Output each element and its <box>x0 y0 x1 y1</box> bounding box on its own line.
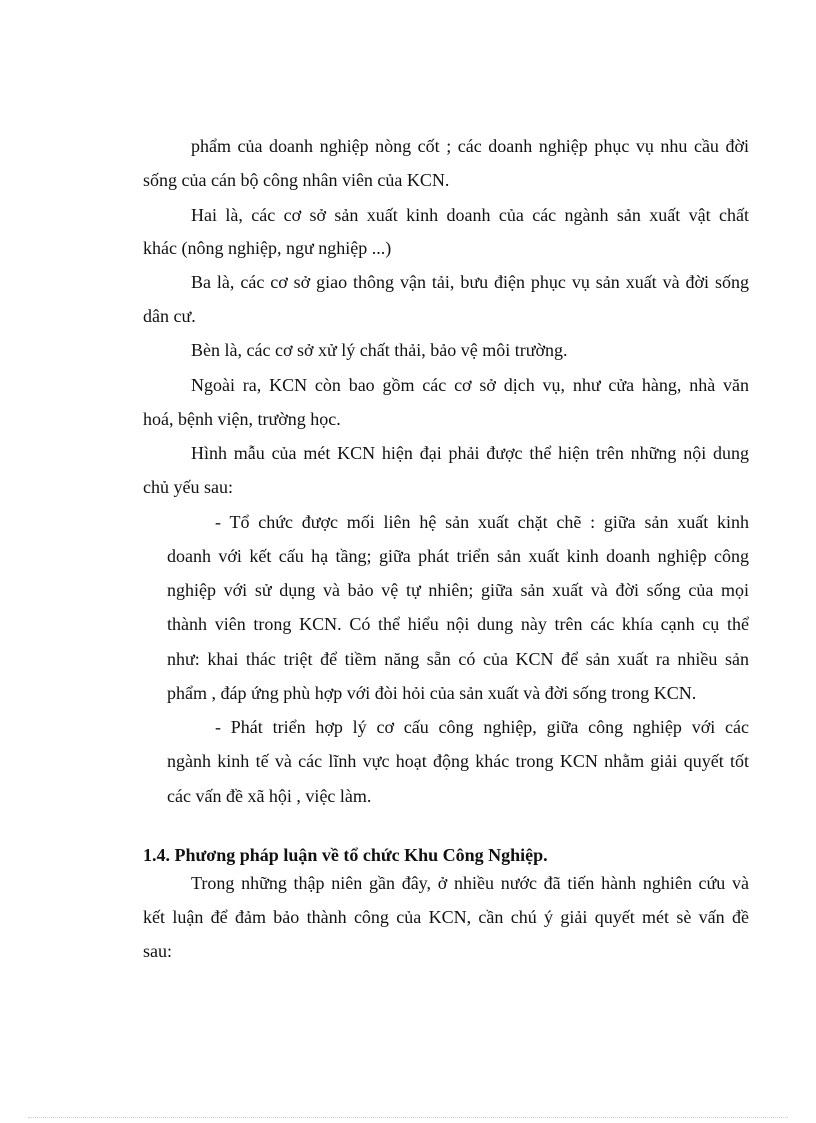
text-line: dân cư. <box>143 306 196 326</box>
text-line: Trong những thập niên gần đây, ở nhiều nước đã tiến hành nghiên cứu và <box>191 873 749 893</box>
text-line: phẩm của doanh nghiệp nòng cốt ; các doanh nghiệp phục vụ nhu cầu đời <box>191 136 749 156</box>
text-line: doanh với kết cấu hạ tầng; giữa phát triển sản xuất kinh doanh nghiệp công <box>167 546 749 566</box>
text-line: Bèn là, các cơ sở xử lý chất thải, bảo vệ môi trường. <box>191 340 568 360</box>
text-line: các vấn đề xã hội , việc làm. <box>167 786 372 806</box>
text-line: Hai là, các cơ sở sản xuất kinh doanh của các ngành sản xuất vật chất <box>191 205 749 225</box>
text-line: Ba là, các cơ sở giao thông vận tải, bưu điện phục vụ sản xuất và đời sống <box>191 272 749 292</box>
bullet-line: - Phát triển hợp lý cơ cấu công nghiệp, giữa công nghiệp với các <box>215 717 749 737</box>
page-bottom-divider <box>28 1117 788 1118</box>
text-line: như: khai thác triệt để tiềm năng sẵn có của KCN để sản xuất ra nhiều sản <box>167 649 749 669</box>
text-line: sống của cán bộ công nhân viên của KCN. <box>143 170 450 190</box>
text-line: chủ yếu sau: <box>143 477 233 497</box>
text-line: Hình mẫu của mét KCN hiện đại phải được thể hiện trên những nội dung <box>191 443 749 463</box>
section-heading: 1.4. Phương pháp luận về tổ chức Khu Công Nghiệp. <box>143 845 548 865</box>
bullet-line: - Tổ chức được mối liên hệ sản xuất chặt chẽ : giữa sản xuất kinh <box>215 512 749 532</box>
text-line: ngành kinh tế và các lĩnh vực hoạt động khác trong KCN nhằm giải quyết tốt <box>167 751 749 771</box>
text-line: sau: <box>143 941 172 961</box>
text-line: kết luận để đảm bảo thành công của KCN, cần chú ý giải quyết mét sè vấn đề <box>143 907 749 927</box>
text-line: Ngoài ra, KCN còn bao gồm các cơ sở dịch vụ, như cửa hàng, nhà văn <box>191 375 749 395</box>
text-line: phẩm , đáp ứng phù hợp với đòi hỏi của sản xuất và đời sống trong KCN. <box>167 683 697 703</box>
text-line: thành viên trong KCN. Có thể hiểu nội dung này trên các khía cạnh cụ thể <box>167 614 749 634</box>
text-line: khác (nông nghiệp, ngư nghiệp ...) <box>143 238 392 258</box>
text-line: nghiệp với sử dụng và bảo vệ tự nhiên; giữa sản xuất và đời sống của mọi <box>167 580 749 600</box>
text-line: hoá, bệnh viện, trường học. <box>143 409 341 429</box>
